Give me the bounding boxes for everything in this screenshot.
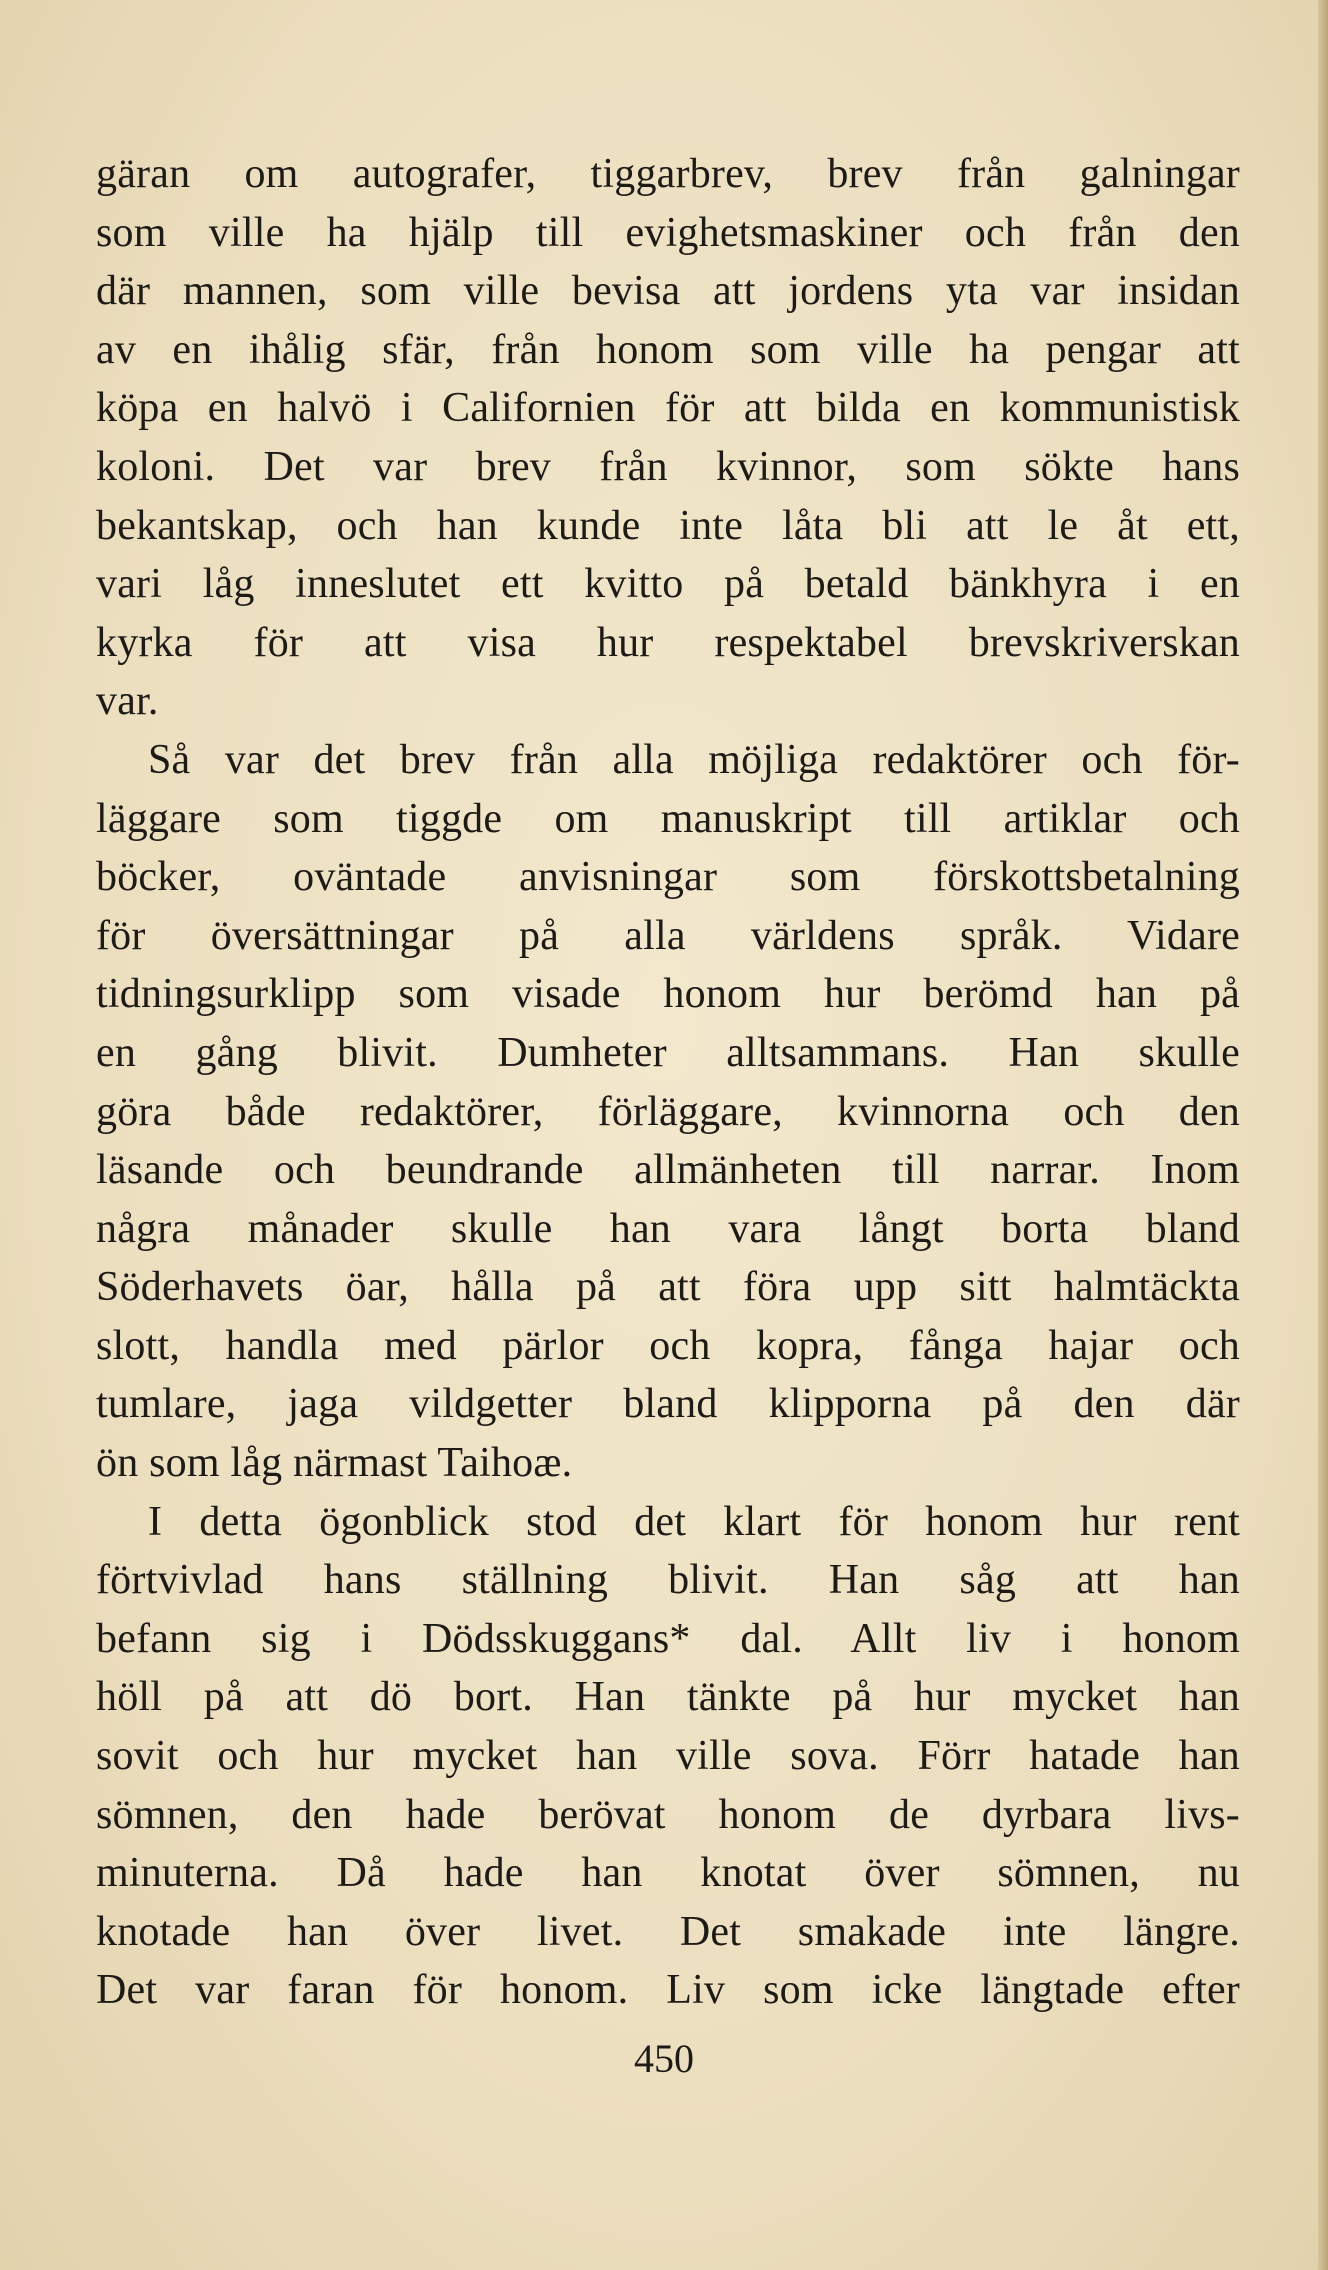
text-line: läggare som tiggde om manuskript till artiklar och bbox=[96, 795, 1240, 842]
text-line: var. bbox=[96, 678, 159, 725]
text-line: befann sig i Dödsskuggans* dal. Allt liv i honom bbox=[96, 1615, 1240, 1662]
text-line: av en ihålig sfär, från honom som ville ha pengar att bbox=[96, 326, 1240, 373]
text-line: Söderhavets öar, hålla på att föra upp sitt halmtäckta bbox=[96, 1264, 1240, 1311]
text-line: knotade han över livet. Det smakade inte längre. bbox=[96, 1908, 1240, 1955]
text-line: där mannen, som ville bevisa att jordens yta var insidan bbox=[96, 268, 1240, 315]
text-line: sovit och hur mycket han ville sova. Förr hatade han bbox=[96, 1733, 1240, 1780]
text-line: några månader skulle han vara långt borta bland bbox=[96, 1205, 1240, 1252]
text-line: Det var faran för honom. Liv som icke längtade efter bbox=[96, 1967, 1240, 2014]
text-line: sömnen, den hade berövat honom de dyrbara livs- bbox=[96, 1791, 1240, 1838]
text-line: kyrka för att visa hur respektabel brevskriverskan bbox=[96, 619, 1240, 666]
text-line: vari låg inneslutet ett kvitto på betald bänkhyra i en bbox=[96, 561, 1240, 608]
text-line: böcker, oväntade anvisningar som förskottsbetalning bbox=[96, 854, 1240, 901]
text-line: höll på att dö bort. Han tänkte på hur mycket han bbox=[96, 1674, 1240, 1721]
text-line: läsande och beundrande allmänheten till narrar. Inom bbox=[96, 1147, 1240, 1194]
text-line: Så var det brev från alla möjliga redaktörer och för- bbox=[148, 736, 1240, 783]
page-edge bbox=[1318, 0, 1328, 2270]
body-text bbox=[96, 145, 1240, 2020]
text-line: som ville ha hjälp till evighetsmaskiner och från den bbox=[96, 209, 1240, 256]
text-line: minuterna. Då hade han knotat över sömnen, nu bbox=[96, 1850, 1240, 1897]
page-number: 450 bbox=[634, 2036, 694, 2081]
text-line: tidningsurklipp som visade honom hur berömd han på bbox=[96, 971, 1240, 1018]
text-line: I detta ögonblick stod det klart för honom hur rent bbox=[148, 1498, 1240, 1545]
text-line: bekantskap, och han kunde inte låta bli att le åt ett, bbox=[96, 502, 1240, 549]
text-line: köpa en halvö i Californien för att bilda en kommunistisk bbox=[96, 385, 1240, 432]
text-line: göra både redaktörer, förläggare, kvinnorna och den bbox=[96, 1088, 1240, 1135]
text-line: slott, handla med pärlor och kopra, fånga hajar och bbox=[96, 1322, 1240, 1369]
text-line: tumlare, jaga vildgetter bland klipporna på den där bbox=[96, 1381, 1240, 1428]
text-line: gäran om autografer, tiggarbrev, brev från galningar bbox=[96, 151, 1240, 197]
text-line: förtvivlad hans ställning blivit. Han såg att han bbox=[96, 1557, 1240, 1604]
text-line: en gång blivit. Dumheter alltsammans. Han skulle bbox=[96, 1029, 1240, 1076]
text-line: ön som låg närmast Taihoæ. bbox=[96, 1440, 573, 1487]
text-line: för översättningar på alla världens språk. Vidare bbox=[96, 912, 1240, 959]
text-line: koloni. Det var brev från kvinnor, som sökte hans bbox=[96, 443, 1240, 490]
